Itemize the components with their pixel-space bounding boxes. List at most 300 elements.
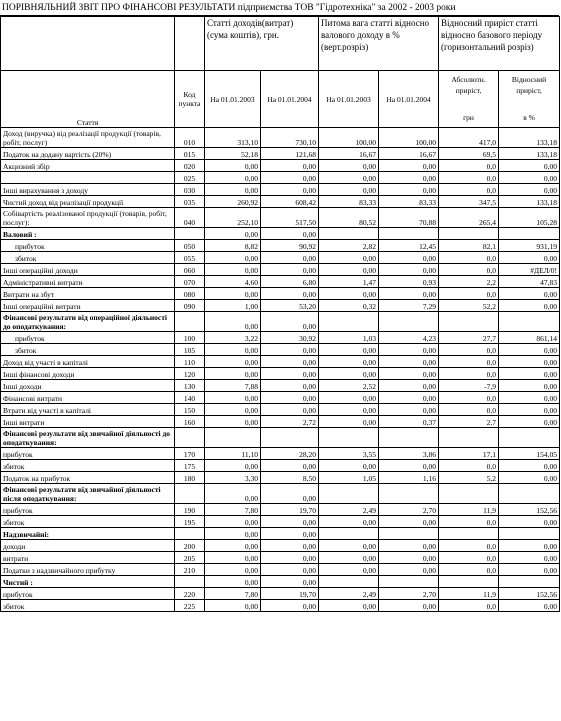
cell-amount-2003: 0,00 — [205, 460, 261, 472]
header-row-columns — [1, 71, 560, 128]
table-row — [1, 552, 560, 564]
cell-share-2004: 0,00 — [379, 516, 439, 528]
cell-absolute-growth: 0,0 — [439, 264, 499, 276]
cell-amount-2004: 0,00 — [261, 172, 319, 184]
cell-amount-2003: 1,00 — [205, 300, 261, 312]
cell-relative-growth: 0,00 — [499, 516, 560, 528]
cell-share-2004: 2,70 — [379, 504, 439, 516]
cell-code: 160 — [175, 416, 205, 428]
cell-share-2003: 1,05 — [319, 472, 379, 484]
cell-article: Доход (виручка) від реалізації продукції (товарів, робіт, послуг) — [1, 128, 175, 148]
cell-absolute-growth: 0,0 — [439, 288, 499, 300]
cell-share-2003: 0,00 — [319, 368, 379, 380]
cell-relative-growth: 0,00 — [499, 160, 560, 172]
cell-absolute-growth: 0,0 — [439, 552, 499, 564]
table-row — [1, 312, 560, 332]
cell-amount-2003: 4,60 — [205, 276, 261, 288]
cell-amount-2003: 0,00 — [205, 600, 261, 612]
table-row — [1, 300, 560, 312]
cell-article: Витрати на збут — [1, 288, 175, 300]
cell-share-2004: 0,00 — [379, 380, 439, 392]
cell-share-2003 — [319, 576, 379, 588]
cell-absolute-growth: -7,9 — [439, 380, 499, 392]
cell-code: 050 — [175, 240, 205, 252]
cell-code: 025 — [175, 172, 205, 184]
cell-absolute-growth: 0,0 — [439, 252, 499, 264]
header-group-horizontal: Відносний приріст статті відносно базового періоду (горизонтальний розріз) — [439, 17, 560, 71]
cell-absolute-growth: 417,0 — [439, 128, 499, 148]
cell-amount-2003: 0,00 — [205, 160, 261, 172]
cell-amount-2004: 0,00 — [261, 540, 319, 552]
cell-share-2003: 0,00 — [319, 516, 379, 528]
cell-amount-2003: 0,00 — [205, 368, 261, 380]
cell-amount-2003: 0,00 — [205, 252, 261, 264]
cell-share-2003: 0,00 — [319, 344, 379, 356]
cell-article: доходи — [1, 540, 175, 552]
table-row — [1, 472, 560, 484]
cell-code: 080 — [175, 288, 205, 300]
cell-article: Доход від участі в капіталі — [1, 356, 175, 368]
cell-share-2003: 1,03 — [319, 332, 379, 344]
cell-code: 190 — [175, 504, 205, 516]
cell-share-2003: 100,00 — [319, 128, 379, 148]
cell-amount-2004: 19,70 — [261, 588, 319, 600]
cell-code: 225 — [175, 600, 205, 612]
cell-amount-2003: 0,00 — [205, 564, 261, 576]
cell-relative-growth: 0,00 — [499, 300, 560, 312]
cell-relative-growth: 0,00 — [499, 380, 560, 392]
cell-article: Інші операційні доходи — [1, 264, 175, 276]
cell-share-2004: 0,00 — [379, 404, 439, 416]
cell-article: Інші доходи — [1, 380, 175, 392]
cell-share-2004: 12,45 — [379, 240, 439, 252]
cell-code: 200 — [175, 540, 205, 552]
cell-share-2004: 16,67 — [379, 148, 439, 160]
cell-relative-growth: 105,28 — [499, 208, 560, 228]
cell-amount-2003: 0,00 — [205, 576, 261, 588]
cell-share-2003: 0,00 — [319, 404, 379, 416]
cell-relative-growth: 0,00 — [499, 184, 560, 196]
cell-code: 150 — [175, 404, 205, 416]
cell-absolute-growth: 17,1 — [439, 448, 499, 460]
cell-amount-2004: 121,68 — [261, 148, 319, 160]
table-row — [1, 344, 560, 356]
cell-amount-2004: 730,10 — [261, 128, 319, 148]
cell-article: Фінансові результати від операційної діяльності до оподаткування: — [1, 312, 175, 332]
cell-relative-growth: 0,00 — [499, 416, 560, 428]
cell-amount-2003: 0,00 — [205, 540, 261, 552]
cell-amount-2004: 0,00 — [261, 552, 319, 564]
cell-relative-growth: 0,00 — [499, 172, 560, 184]
table-row — [1, 240, 560, 252]
cell-relative-growth: 0,00 — [499, 460, 560, 472]
cell-article: збиток — [1, 600, 175, 612]
cell-article: Чистий доход від реалізації продукції — [1, 196, 175, 208]
cell-code: 100 — [175, 332, 205, 344]
cell-absolute-growth — [439, 528, 499, 540]
cell-code — [175, 228, 205, 240]
cell-article: Втрати від участі в капіталі — [1, 404, 175, 416]
table-row — [1, 380, 560, 392]
cell-share-2004: 3,86 — [379, 448, 439, 460]
cell-amount-2003 — [205, 428, 261, 448]
header-code: Код пункта — [175, 71, 205, 128]
cell-article: Інші витрати — [1, 416, 175, 428]
cell-amount-2003: 0,00 — [205, 172, 261, 184]
cell-absolute-growth: 265,4 — [439, 208, 499, 228]
cell-article: Інші операційні витрати — [1, 300, 175, 312]
cell-relative-growth: 0,00 — [499, 540, 560, 552]
cell-amount-2003: 0,00 — [205, 228, 261, 240]
cell-code: 195 — [175, 516, 205, 528]
cell-amount-2003: 260,92 — [205, 196, 261, 208]
cell-amount-2003: 0,00 — [205, 392, 261, 404]
cell-relative-growth: 152,56 — [499, 504, 560, 516]
table-row — [1, 484, 560, 504]
cell-share-2003 — [319, 428, 379, 448]
cell-amount-2004: 0,00 — [261, 228, 319, 240]
cell-absolute-growth: 0,0 — [439, 344, 499, 356]
cell-code: 090 — [175, 300, 205, 312]
cell-amount-2004: 6,80 — [261, 276, 319, 288]
cell-amount-2003: 313,10 — [205, 128, 261, 148]
cell-share-2003: 80,52 — [319, 208, 379, 228]
cell-share-2004: 0,00 — [379, 564, 439, 576]
cell-amount-2004: 53,20 — [261, 300, 319, 312]
cell-absolute-growth: 27,7 — [439, 332, 499, 344]
cell-share-2004: 0,00 — [379, 552, 439, 564]
header-absolute — [439, 71, 499, 128]
table-row — [1, 172, 560, 184]
cell-article: Податок на прибуток — [1, 472, 175, 484]
cell-code: 205 — [175, 552, 205, 564]
header-empty-code — [175, 17, 205, 71]
cell-share-2003: 16,67 — [319, 148, 379, 160]
cell-share-2004: 4,23 — [379, 332, 439, 344]
cell-amount-2003: 7,88 — [205, 380, 261, 392]
cell-share-2003: 1,47 — [319, 276, 379, 288]
table-row — [1, 540, 560, 552]
cell-relative-growth: 931,19 — [499, 240, 560, 252]
header-date-1: На 01.01.2003 — [205, 71, 261, 128]
cell-amount-2003: 7,80 — [205, 588, 261, 600]
cell-amount-2004: 0,00 — [261, 356, 319, 368]
cell-amount-2004 — [261, 428, 319, 448]
cell-share-2003: 0,32 — [319, 300, 379, 312]
cell-share-2004: 0,00 — [379, 460, 439, 472]
cell-share-2004: 0,00 — [379, 368, 439, 380]
cell-share-2003: 3,55 — [319, 448, 379, 460]
cell-relative-growth — [499, 484, 560, 504]
cell-share-2003 — [319, 228, 379, 240]
cell-article: прибуток — [1, 240, 175, 252]
cell-amount-2004: 19,70 — [261, 504, 319, 516]
cell-amount-2003: 0,00 — [205, 552, 261, 564]
cell-code: 210 — [175, 564, 205, 576]
cell-absolute-growth: 2,2 — [439, 276, 499, 288]
table-row — [1, 148, 560, 160]
cell-code: 015 — [175, 148, 205, 160]
cell-relative-growth: 0,00 — [499, 472, 560, 484]
cell-amount-2004: 0,00 — [261, 312, 319, 332]
cell-article: прибуток — [1, 504, 175, 516]
cell-share-2003: 0,00 — [319, 252, 379, 264]
cell-share-2003: 0,00 — [319, 172, 379, 184]
cell-absolute-growth: 0,0 — [439, 368, 499, 380]
cell-amount-2003: 7,80 — [205, 504, 261, 516]
cell-amount-2003: 0,00 — [205, 528, 261, 540]
cell-absolute-growth: 52,2 — [439, 300, 499, 312]
cell-amount-2004: 2,72 — [261, 416, 319, 428]
cell-absolute-growth: 0,0 — [439, 356, 499, 368]
table-row — [1, 368, 560, 380]
cell-share-2004: 0,00 — [379, 600, 439, 612]
cell-relative-growth — [499, 428, 560, 448]
cell-amount-2004: 8,50 — [261, 472, 319, 484]
cell-amount-2004: 0,00 — [261, 600, 319, 612]
table-row — [1, 228, 560, 240]
cell-share-2003: 2,49 — [319, 588, 379, 600]
cell-share-2004 — [379, 428, 439, 448]
cell-absolute-growth: 11,9 — [439, 588, 499, 600]
table-row — [1, 416, 560, 428]
cell-relative-growth: 0,00 — [499, 564, 560, 576]
cell-relative-growth: 154,05 — [499, 448, 560, 460]
cell-code: 055 — [175, 252, 205, 264]
table-row — [1, 516, 560, 528]
cell-amount-2004: 0,00 — [261, 252, 319, 264]
cell-relative-growth: 0,00 — [499, 392, 560, 404]
cell-share-2004: 0,37 — [379, 416, 439, 428]
cell-amount-2003: 0,00 — [205, 404, 261, 416]
cell-code: 175 — [175, 460, 205, 472]
header-absolute-unit: грн — [463, 113, 474, 122]
cell-amount-2003: 0,00 — [205, 344, 261, 356]
table-row — [1, 460, 560, 472]
cell-absolute-growth — [439, 312, 499, 332]
cell-amount-2003: 11,10 — [205, 448, 261, 460]
cell-absolute-growth: 82,1 — [439, 240, 499, 252]
cell-amount-2004: 517,50 — [261, 208, 319, 228]
cell-amount-2004: 0,00 — [261, 264, 319, 276]
cell-article: Собівартість реалізованої продукції (товарів, робіт, послуг): — [1, 208, 175, 228]
cell-share-2004: 0,00 — [379, 288, 439, 300]
cell-amount-2003: 0,00 — [205, 484, 261, 504]
table-body — [1, 128, 560, 612]
cell-code — [175, 576, 205, 588]
cell-share-2004: 0,00 — [379, 172, 439, 184]
cell-article: збиток — [1, 252, 175, 264]
cell-relative-growth: 861,14 — [499, 332, 560, 344]
cell-absolute-growth: 0,0 — [439, 564, 499, 576]
cell-code: 130 — [175, 380, 205, 392]
cell-share-2004: 0,00 — [379, 184, 439, 196]
table-row — [1, 252, 560, 264]
cell-absolute-growth: 0,0 — [439, 392, 499, 404]
cell-amount-2003: 8,82 — [205, 240, 261, 252]
table-row — [1, 160, 560, 172]
table-row — [1, 208, 560, 228]
header-relative-unit: в % — [523, 113, 535, 122]
cell-amount-2004: 0,00 — [261, 576, 319, 588]
table-row — [1, 276, 560, 288]
cell-article — [1, 172, 175, 184]
cell-amount-2003: 0,00 — [205, 264, 261, 276]
cell-code: 040 — [175, 208, 205, 228]
report-title: ПОРІВНЯЛЬНИЙ ЗВІТ ПРО ФІНАНСОВІ РЕЗУЛЬТАТИ підприємства ТОВ "Гідротехніка" за 2002 - 2003 роки — [0, 0, 559, 16]
cell-share-2004: 0,00 — [379, 252, 439, 264]
table-row — [1, 288, 560, 300]
cell-share-2003: 0,00 — [319, 160, 379, 172]
cell-relative-growth: 0,00 — [499, 344, 560, 356]
cell-share-2004 — [379, 228, 439, 240]
cell-share-2004 — [379, 528, 439, 540]
cell-relative-growth: 0,00 — [499, 368, 560, 380]
cell-share-2004: 2,70 — [379, 588, 439, 600]
cell-amount-2004: 0,00 — [261, 344, 319, 356]
cell-article: Інші вирахування з доходу — [1, 184, 175, 196]
cell-share-2003: 0,00 — [319, 552, 379, 564]
cell-amount-2003: 3,22 — [205, 332, 261, 344]
cell-share-2003: 0,00 — [319, 600, 379, 612]
cell-relative-growth: 47,83 — [499, 276, 560, 288]
header-absolute-label: Абсолютн. приріст, — [451, 75, 486, 95]
cell-absolute-growth: 0,0 — [439, 460, 499, 472]
cell-share-2004: 0,00 — [379, 392, 439, 404]
cell-amount-2003: 0,00 — [205, 184, 261, 196]
cell-code — [175, 528, 205, 540]
cell-code: 060 — [175, 264, 205, 276]
cell-amount-2004: 0,00 — [261, 484, 319, 504]
cell-relative-growth: 0,00 — [499, 404, 560, 416]
cell-amount-2003: 0,00 — [205, 356, 261, 368]
cell-relative-growth — [499, 528, 560, 540]
cell-absolute-growth: 5,2 — [439, 472, 499, 484]
table-row — [1, 504, 560, 516]
cell-absolute-growth: 69,5 — [439, 148, 499, 160]
cell-code: 020 — [175, 160, 205, 172]
cell-share-2004: 0,93 — [379, 276, 439, 288]
cell-amount-2004: 0,00 — [261, 160, 319, 172]
cell-share-2003: 2,52 — [319, 380, 379, 392]
table-row — [1, 392, 560, 404]
cell-share-2004: 7,29 — [379, 300, 439, 312]
header-date-3: На 01.01.2003 — [319, 71, 379, 128]
header-relative-label: Відносний приріст, — [511, 75, 547, 95]
header-article: Стаття — [1, 71, 175, 128]
cell-article: Фінансові витрати — [1, 392, 175, 404]
cell-share-2003 — [319, 528, 379, 540]
cell-relative-growth: 0,00 — [499, 356, 560, 368]
cell-amount-2004: 0,00 — [261, 368, 319, 380]
cell-share-2004: 83,33 — [379, 196, 439, 208]
table-row — [1, 564, 560, 576]
cell-relative-growth: 152,56 — [499, 588, 560, 600]
cell-article: Акцизний збір — [1, 160, 175, 172]
table-row — [1, 128, 560, 148]
cell-share-2004 — [379, 484, 439, 504]
cell-relative-growth: 133,18 — [499, 128, 560, 148]
cell-share-2004: 100,00 — [379, 128, 439, 148]
cell-amount-2004: 608,42 — [261, 196, 319, 208]
cell-amount-2004: 0,00 — [261, 380, 319, 392]
cell-relative-growth: 0,00 — [499, 288, 560, 300]
cell-share-2003: 0,00 — [319, 264, 379, 276]
cell-share-2004: 0,00 — [379, 344, 439, 356]
cell-absolute-growth: 0,0 — [439, 172, 499, 184]
cell-amount-2004: 0,00 — [261, 392, 319, 404]
cell-code: 105 — [175, 344, 205, 356]
cell-absolute-growth: 0,0 — [439, 540, 499, 552]
cell-amount-2003: 52,18 — [205, 148, 261, 160]
cell-absolute-growth — [439, 576, 499, 588]
cell-article: Податок на додану вартість (20%) — [1, 148, 175, 160]
cell-share-2003: 0,00 — [319, 564, 379, 576]
header-row-groups — [1, 17, 560, 71]
table-row — [1, 184, 560, 196]
table-row — [1, 528, 560, 540]
cell-relative-growth: 133,18 — [499, 148, 560, 160]
cell-code — [175, 428, 205, 448]
cell-absolute-growth: 0,0 — [439, 404, 499, 416]
cell-amount-2004: 0,00 — [261, 528, 319, 540]
cell-absolute-growth: 11,9 — [439, 504, 499, 516]
cell-code: 035 — [175, 196, 205, 208]
cell-absolute-growth: 0,0 — [439, 600, 499, 612]
cell-code: 180 — [175, 472, 205, 484]
cell-amount-2004: 0,00 — [261, 288, 319, 300]
cell-absolute-growth: 0,0 — [439, 516, 499, 528]
cell-share-2003: 83,33 — [319, 196, 379, 208]
cell-relative-growth: #ДЕЛ/0! — [499, 264, 560, 276]
financial-report-table — [0, 16, 560, 612]
header-group-amounts: Статті доходів(витрат) (сума коштів), грн. — [205, 17, 319, 71]
cell-amount-2004: 90,92 — [261, 240, 319, 252]
cell-share-2003: 2,82 — [319, 240, 379, 252]
cell-amount-2004: 0,00 — [261, 460, 319, 472]
table-row — [1, 428, 560, 448]
cell-amount-2003: 0,00 — [205, 312, 261, 332]
cell-share-2004: 0,00 — [379, 356, 439, 368]
cell-code: 030 — [175, 184, 205, 196]
cell-amount-2004: 0,00 — [261, 404, 319, 416]
cell-share-2004: 0,00 — [379, 160, 439, 172]
cell-share-2003 — [319, 312, 379, 332]
cell-article: прибуток — [1, 332, 175, 344]
cell-relative-growth: 0,00 — [499, 600, 560, 612]
cell-share-2004 — [379, 576, 439, 588]
cell-code: 010 — [175, 128, 205, 148]
cell-absolute-growth: 347,5 — [439, 196, 499, 208]
cell-amount-2003: 3,30 — [205, 472, 261, 484]
cell-article: Інші фінансові доходи — [1, 368, 175, 380]
cell-amount-2004: 0,00 — [261, 564, 319, 576]
header-relative — [499, 71, 560, 128]
table-row — [1, 600, 560, 612]
cell-article: Фінансові результати від звичайної діяльності до оподаткування: — [1, 428, 175, 448]
cell-article: прибуток — [1, 588, 175, 600]
table-row — [1, 196, 560, 208]
cell-code: 140 — [175, 392, 205, 404]
cell-relative-growth — [499, 228, 560, 240]
cell-relative-growth — [499, 576, 560, 588]
header-group-vertical: Питома вага статті відносно валового доходу в %(верт.розріз) — [319, 17, 439, 71]
cell-amount-2004: 30,92 — [261, 332, 319, 344]
cell-code: 070 — [175, 276, 205, 288]
cell-share-2004: 0,00 — [379, 264, 439, 276]
table-row — [1, 588, 560, 600]
cell-amount-2004: 0,00 — [261, 516, 319, 528]
